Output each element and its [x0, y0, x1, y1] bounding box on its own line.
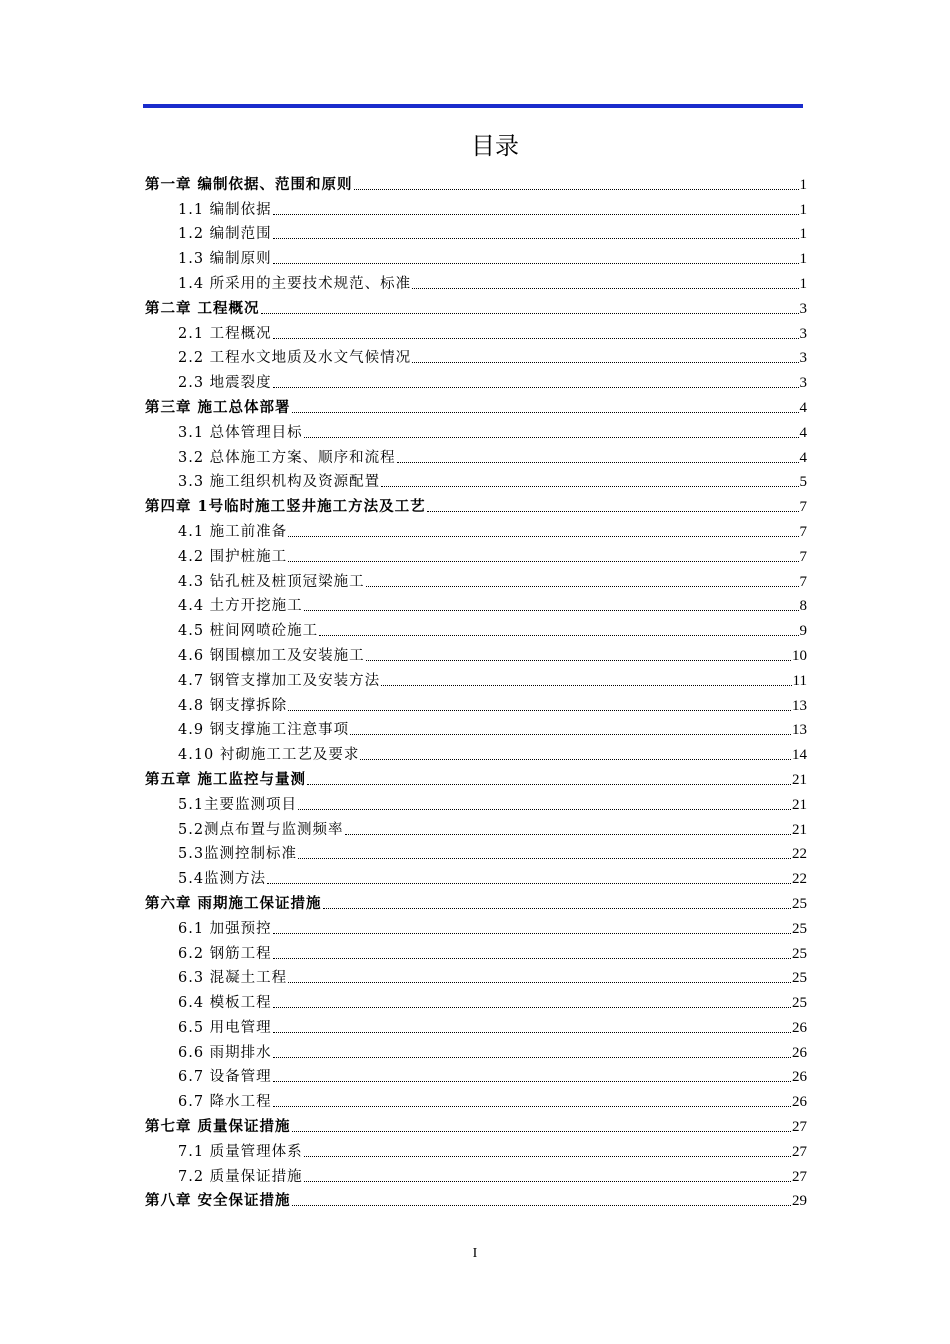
toc-dot-leader: [319, 635, 798, 636]
toc-entry-label: 6.4 模板工程: [178, 995, 272, 1012]
toc-entry-page-number: 26: [792, 1019, 807, 1036]
toc-entry-page-number: 13: [792, 697, 807, 714]
toc-entry-page-number: 7: [799, 548, 807, 565]
toc-entry-label: 4.7 钢管支撑加工及安装方法: [178, 672, 381, 689]
toc-entry-label: 4.8 钢支撑拆除: [178, 697, 288, 714]
toc-dot-leader: [412, 362, 798, 363]
toc-dot-leader: [304, 1156, 791, 1157]
toc-entry-label: 第二章 工程概况: [145, 299, 260, 317]
toc-entry-label: 4.1 施工前准备: [178, 523, 288, 540]
toc-section-entry[interactable]: [145, 641, 807, 666]
toc-section-entry[interactable]: [145, 319, 807, 344]
toc-section-entry[interactable]: [145, 939, 807, 964]
toc-section-entry[interactable]: [145, 195, 807, 220]
toc-entry-page-number: 3: [799, 375, 807, 392]
toc-dot-leader: [298, 809, 791, 810]
toc-entry-label: 7.1 质量管理体系: [178, 1143, 303, 1160]
toc-chapter-entry[interactable]: [145, 170, 807, 195]
toc-chapter-entry[interactable]: [145, 294, 807, 319]
toc-section-entry[interactable]: [145, 592, 807, 617]
toc-entry-label: 第八章 安全保证措施: [145, 1192, 291, 1210]
toc-dot-leader: [273, 1007, 791, 1008]
toc-entry-page-number: 11: [792, 672, 807, 689]
toc-dot-leader: [292, 412, 799, 413]
toc-dot-leader: [273, 958, 791, 959]
toc-dot-leader: [307, 784, 791, 785]
toc-entry-label: 第七章 质量保证措施: [145, 1118, 291, 1136]
toc-dot-leader: [304, 610, 799, 611]
toc-dot-leader: [304, 437, 799, 438]
toc-section-entry[interactable]: [145, 468, 807, 493]
toc-section-entry[interactable]: [145, 864, 807, 889]
toc-entry-label: 6.7 设备管理: [178, 1069, 272, 1086]
toc-section-entry[interactable]: [145, 790, 807, 815]
toc-dot-leader: [273, 1081, 791, 1082]
toc-entry-label: 6.2 钢筋工程: [178, 945, 272, 962]
toc-dot-leader: [288, 982, 791, 983]
toc-dot-leader: [350, 734, 791, 735]
toc-dot-leader: [273, 387, 799, 388]
toc-section-entry[interactable]: [145, 344, 807, 369]
toc-entry-page-number: 26: [792, 1069, 807, 1086]
toc-section-entry[interactable]: [145, 1087, 807, 1112]
toc-section-entry[interactable]: [145, 1013, 807, 1038]
toc-chapter-entry[interactable]: [145, 393, 807, 418]
toc-entry-page-number: 1: [799, 176, 807, 193]
toc-entry-page-number: 25: [792, 970, 807, 987]
toc-section-entry[interactable]: [145, 542, 807, 567]
toc-entry-page-number: 1: [799, 201, 807, 218]
toc-entry-page-number: 4: [799, 449, 807, 466]
toc-entry-label: 3.3 施工组织机构及资源配置: [178, 474, 381, 491]
toc-entry-label: 3.2 总体施工方案、顺序和流程: [178, 449, 396, 466]
toc-entry-page-number: 25: [792, 995, 807, 1012]
toc-section-entry[interactable]: [145, 964, 807, 989]
toc-entry-page-number: 21: [792, 771, 807, 788]
toc-entry-label: 2.1 工程概况: [178, 325, 272, 342]
toc-entry-label: 1.4 所采用的主要技术规范、标准: [178, 275, 412, 292]
toc-entry-page-number: 3: [799, 350, 807, 367]
toc-dot-leader: [273, 1057, 791, 1058]
toc-entry-label: 6.6 雨期排水: [178, 1044, 272, 1061]
toc-section-entry[interactable]: [145, 716, 807, 741]
table-of-contents: [145, 170, 807, 1211]
toc-dot-leader: [292, 1205, 791, 1206]
toc-entry-page-number: 8: [799, 598, 807, 615]
toc-entry-page-number: 3: [799, 325, 807, 342]
toc-entry-page-number: 7: [799, 499, 807, 516]
toc-entry-label: 4.4 土方开挖施工: [178, 598, 303, 615]
toc-dot-leader: [273, 263, 799, 264]
toc-entry-page-number: 22: [792, 846, 807, 863]
toc-entry-label: 5.1主要监测项目: [178, 796, 298, 813]
toc-dot-leader: [273, 238, 799, 239]
toc-dot-leader: [304, 1181, 791, 1182]
toc-entry-page-number: 4: [799, 424, 807, 441]
toc-entry-label: 第三章 施工总体部署: [145, 398, 291, 416]
toc-entry-label: 7.2 质量保证措施: [178, 1168, 303, 1185]
toc-section-entry[interactable]: [145, 1162, 807, 1187]
toc-section-entry[interactable]: [145, 244, 807, 269]
toc-dot-leader: [288, 710, 791, 711]
toc-entry-label: 第五章 施工监控与量测: [145, 770, 307, 788]
toc-entry-label: 第一章 编制依据、范围和原则: [145, 175, 353, 193]
toc-entry-page-number: 22: [792, 871, 807, 888]
toc-dot-leader: [412, 288, 798, 289]
toc-entry-page-number: 13: [792, 722, 807, 739]
toc-section-entry[interactable]: [145, 1137, 807, 1162]
toc-entry-label: 1.2 编制范围: [178, 226, 272, 243]
header-rule: [143, 104, 803, 108]
toc-dot-leader: [397, 462, 799, 463]
toc-dot-leader: [292, 1131, 791, 1132]
toc-entry-label: 4.6 钢围檩加工及安装施工: [178, 647, 365, 664]
toc-section-entry[interactable]: [145, 443, 807, 468]
toc-entry-label: 6.3 混凝土工程: [178, 970, 288, 987]
toc-dot-leader: [323, 908, 791, 909]
toc-section-entry[interactable]: [145, 988, 807, 1013]
toc-entry-page-number: 7: [799, 523, 807, 540]
toc-entry-page-number: 5: [799, 474, 807, 491]
toc-entry-label: 6.1 加强预控: [178, 920, 272, 937]
toc-entry-page-number: 26: [792, 1044, 807, 1061]
toc-entry-label: 1.3 编制原则: [178, 251, 272, 268]
toc-entry-page-number: 26: [792, 1094, 807, 1111]
toc-entry-page-number: 3: [799, 300, 807, 317]
toc-entry-page-number: 1: [799, 275, 807, 292]
toc-dot-leader: [354, 189, 799, 190]
toc-entry-label: 4.3 钻孔桩及桩顶冠梁施工: [178, 573, 365, 590]
toc-entry-label: 6.5 用电管理: [178, 1019, 272, 1036]
toc-entry-label: 第六章 雨期施工保证措施: [145, 894, 322, 912]
toc-dot-leader: [273, 933, 791, 934]
toc-entry-page-number: 7: [799, 573, 807, 590]
toc-entry-page-number: 27: [792, 1119, 807, 1136]
toc-entry-label: 4.9 钢支撑施工注意事项: [178, 722, 350, 739]
toc-section-entry[interactable]: [145, 740, 807, 765]
toc-dot-leader: [267, 883, 791, 884]
toc-dot-leader: [273, 1106, 791, 1107]
toc-dot-leader: [273, 338, 799, 339]
toc-chapter-entry[interactable]: [145, 889, 807, 914]
toc-section-entry[interactable]: [145, 815, 807, 840]
toc-entry-label: 5.4监测方法: [178, 871, 267, 888]
toc-title: 目录: [471, 132, 519, 160]
toc-dot-leader: [381, 685, 791, 686]
toc-entry-label: 第四章 1号临时施工竖井施工方法及工艺: [145, 498, 426, 516]
toc-dot-leader: [345, 834, 791, 835]
toc-entry-label: 3.1 总体管理目标: [178, 424, 303, 441]
toc-section-entry[interactable]: [145, 220, 807, 245]
toc-section-entry[interactable]: [145, 368, 807, 393]
toc-dot-leader: [261, 313, 799, 314]
toc-entry-label: 5.2测点布置与监测频率: [178, 821, 344, 838]
toc-dot-leader: [298, 858, 791, 859]
toc-entry-page-number: 25: [792, 895, 807, 912]
toc-section-entry[interactable]: [145, 517, 807, 542]
toc-section-entry[interactable]: [145, 269, 807, 294]
toc-dot-leader: [360, 759, 791, 760]
toc-entry-page-number: 27: [792, 1143, 807, 1160]
toc-entry-page-number: 1: [799, 251, 807, 268]
toc-chapter-entry[interactable]: [145, 492, 807, 517]
toc-section-entry[interactable]: [145, 914, 807, 939]
toc-section-entry[interactable]: [145, 1063, 807, 1088]
toc-entry-label: 4.2 围护桩施工: [178, 548, 288, 565]
toc-chapter-entry[interactable]: [145, 1112, 807, 1137]
toc-entry-page-number: 1: [799, 226, 807, 243]
toc-entry-page-number: 9: [799, 623, 807, 640]
toc-dot-leader: [366, 586, 799, 587]
toc-entry-label: 4.10 衬砌施工工艺及要求: [178, 747, 360, 764]
toc-dot-leader: [273, 1032, 791, 1033]
toc-entry-label: 5.3监测控制标准: [178, 846, 298, 863]
toc-dot-leader: [288, 536, 798, 537]
toc-entry-label: 2.3 地震裂度: [178, 375, 272, 392]
toc-section-entry[interactable]: [145, 666, 807, 691]
toc-dot-leader: [427, 511, 799, 512]
page-number-footer: I: [472, 1246, 478, 1261]
toc-entry-page-number: 29: [792, 1193, 807, 1210]
toc-entry-page-number: 21: [792, 796, 807, 813]
toc-section-entry[interactable]: [145, 1038, 807, 1063]
toc-entry-page-number: 4: [799, 399, 807, 416]
toc-dot-leader: [366, 660, 791, 661]
toc-entry-page-number: 25: [792, 920, 807, 937]
toc-entry-page-number: 21: [792, 821, 807, 838]
toc-entry-label: 2.2 工程水文地质及水文气候情况: [178, 350, 412, 367]
toc-entry-page-number: 10: [792, 647, 807, 664]
toc-entry-page-number: 14: [792, 747, 807, 764]
toc-chapter-entry[interactable]: [145, 765, 807, 790]
toc-section-entry[interactable]: [145, 691, 807, 716]
toc-entry-label: 4.5 桩间网喷砼施工: [178, 623, 319, 640]
toc-section-entry[interactable]: [145, 616, 807, 641]
toc-entry-label: 1.1 编制依据: [178, 201, 272, 218]
toc-entry-label: 6.7 降水工程: [178, 1094, 272, 1111]
toc-section-entry[interactable]: [145, 840, 807, 865]
toc-section-entry[interactable]: [145, 567, 807, 592]
toc-entry-page-number: 25: [792, 945, 807, 962]
toc-chapter-entry[interactable]: [145, 1187, 807, 1212]
toc-dot-leader: [288, 561, 798, 562]
toc-section-entry[interactable]: [145, 418, 807, 443]
toc-dot-leader: [381, 486, 798, 487]
toc-entry-page-number: 27: [792, 1168, 807, 1185]
toc-dot-leader: [273, 214, 799, 215]
